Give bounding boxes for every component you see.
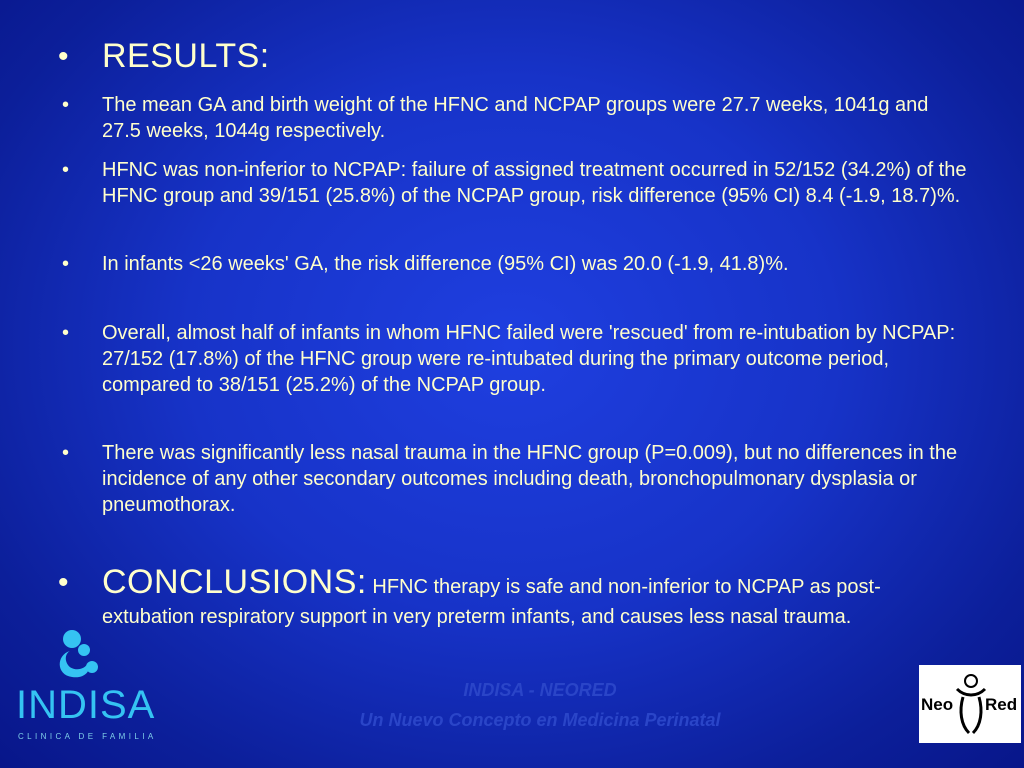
bullet-marker: • — [62, 322, 70, 344]
bullet-marker: • — [62, 442, 70, 464]
bullet-marker: • — [58, 40, 69, 73]
indisa-tagline: CLINICA DE FAMILIA — [18, 732, 157, 741]
result-text-2: HFNC was non-inferior to NCPAP: failure of assigned treatment occurred in 52/152 (34.2%) of the HFNC group and 39/151 (25.8%) of the NCPAP group, risk difference (95% CI) 8.4 (-1.9, 18.7)%. — [102, 159, 967, 207]
bullet-marker: • — [58, 566, 69, 599]
conclusions-text: HFNC therapy is safe and non-inferior to NCPAP as post-extubation respiratory support in very preterm infants, and causes less nasal trauma. — [102, 576, 881, 628]
bullet-marker: • — [62, 94, 70, 116]
neored-word-left: Neo — [921, 695, 954, 714]
indisa-wordmark: INDISA — [16, 683, 156, 727]
conclusions-block — [102, 562, 972, 632]
bullet-marker: • — [62, 159, 70, 181]
footer-line-1: INDISA - NEORED — [463, 680, 617, 700]
bullet-marker: • — [62, 253, 70, 275]
result-text-5: There was significantly less nasal trauma in the HFNC group (P=0.009), but no differences in the incidence of any other secondary outcomes including death, bronchopulmonary dysplasia or pneumothorax. — [102, 442, 958, 516]
footer-line-2: Un Nuevo Concepto en Medicina Perinatal — [359, 710, 721, 730]
conclusions-heading: CONCLUSIONS: — [102, 563, 367, 601]
results-heading: RESULTS: — [102, 37, 270, 75]
neored-word-right: Red — [985, 695, 1018, 714]
neored-logo — [919, 665, 1021, 743]
result-text-4: Overall, almost half of infants in whom HFNC failed were 'rescued' from re-intubation by NCPAP: 27/152 (17.8%) of the HFNC group were re-intubated during the primary outcome period, compared to 38/151 (25.2%) of the NCPAP group. — [102, 322, 956, 396]
result-text-1: The mean GA and birth weight of the HFNC and NCPAP groups were 27.7 weeks, 1041g and 27.5 weeks, 1044g respectively. — [102, 94, 929, 142]
neored-figure-icon — [955, 671, 987, 737]
result-text-3: In infants <26 weeks' GA, the risk difference (95% CI) was 20.0 (-1.9, 41.8)%. — [102, 253, 789, 275]
